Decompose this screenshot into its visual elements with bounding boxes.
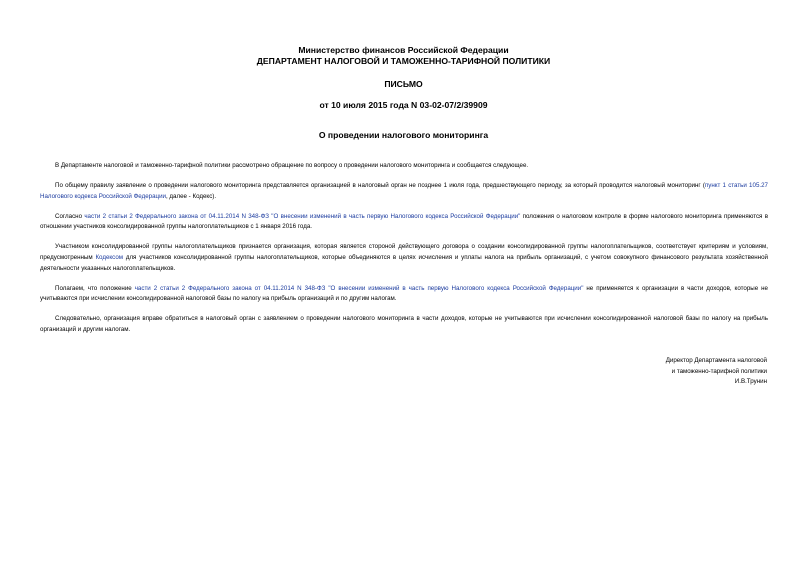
paragraph-6: [40, 314, 768, 335]
signatory-name: И.В.Трунин: [734, 378, 767, 386]
paragraph-text: Полагаем, что положение: [55, 284, 135, 292]
letter-subject: О проведении налогового мониторинга: [318, 130, 489, 140]
paragraph-3: [40, 212, 768, 233]
ministry-name: Министерство финансов Российской Федерации: [298, 45, 509, 55]
tax-code-article-link[interactable]: пункт 1 статьи 105.27 Налогового кодекса Российской Федерации: [40, 182, 768, 200]
letter-date-number: от 10 июля 2015 года N 03-02-07/2/39909: [319, 100, 488, 110]
tax-code-link[interactable]: Кодексом: [95, 254, 124, 262]
paragraph-text: Участником консолидированной группы налогоплательщиков признается организация, которая является стороной действующего договора о создании консолидированной группы налогоплательщиков, соответствует критериям и условиям, предусмотренным: [40, 243, 768, 262]
federal-law-link[interactable]: части 2 статьи 2 Федерального закона от 04.11.2014 N 348-ФЗ "О внесении изменений в часть первую Налогового кодекса Российской Федерации": [84, 212, 521, 220]
document-header: [0, 45, 807, 66]
paragraph-4: [40, 242, 768, 274]
paragraph-5: [40, 284, 768, 305]
paragraph-text: для участников консолидированной группы налогоплательщиков, которые объединяются в целях исчисления и уплаты налога на прибыль организаций, с учетом совокупного финансового результата хозяйственной деятельности указанных налогоплательщиков.: [40, 254, 768, 272]
paragraph-text: Следовательно, организация вправе обратиться в налоговый орган с заявлением о проведении налогового мониторинга в части доходов, которые не учитываются при исчислении консолидированной налоговой базы по налогу на прибыль организаций и другим налогам.: [40, 315, 768, 334]
paragraph-text: , далее - Кодекс).: [165, 192, 217, 200]
federal-law-link-2[interactable]: части 2 статьи 2 Федерального закона от 04.11.2014 N 348-ФЗ "О внесении изменений в часть первую Налогового кодекса Российской Федерации": [134, 284, 584, 292]
signature-block: [666, 356, 767, 388]
paragraph-text: По общему правилу заявление о проведении налогового мониторинга представляется организацией в налоговый орган не позднее 1 июля года, предшествующего периоду, за который проводится налоговый мониторинг (: [55, 182, 705, 190]
paragraph-text: Согласно: [55, 212, 85, 220]
signatory-position-line-2: и таможенно-тарифной политики: [671, 367, 767, 375]
paragraph-text: В Департаменте налоговой и таможенно-тарифной политики рассмотрено обращение по вопросу о проведении налогового мониторинга и сообщается следующее.: [55, 162, 529, 169]
paragraph-1: [40, 161, 768, 172]
paragraph-text: положения о налоговом контроле в форме налогового мониторинга применяются в отношении участников консолидированной группы налогоплательщиков с 1 января 2016 года.: [40, 212, 768, 231]
paragraph-2: [40, 181, 768, 202]
letter-type: ПИСЬМО: [384, 79, 423, 89]
department-name: ДЕПАРТАМЕНТ НАЛОГОВОЙ И ТАМОЖЕННО-ТАРИФНОЙ ПОЛИТИКИ: [256, 55, 551, 66]
paragraph-text: не применяется к организации в части доходов, которые не учитываются при исчислении консолидированной налоговой базы по налогу на прибыль организаций и по другим налогам.: [40, 284, 768, 303]
signatory-position-line-1: Директор Департамента налоговой: [665, 357, 767, 364]
letter-body: [40, 161, 768, 336]
